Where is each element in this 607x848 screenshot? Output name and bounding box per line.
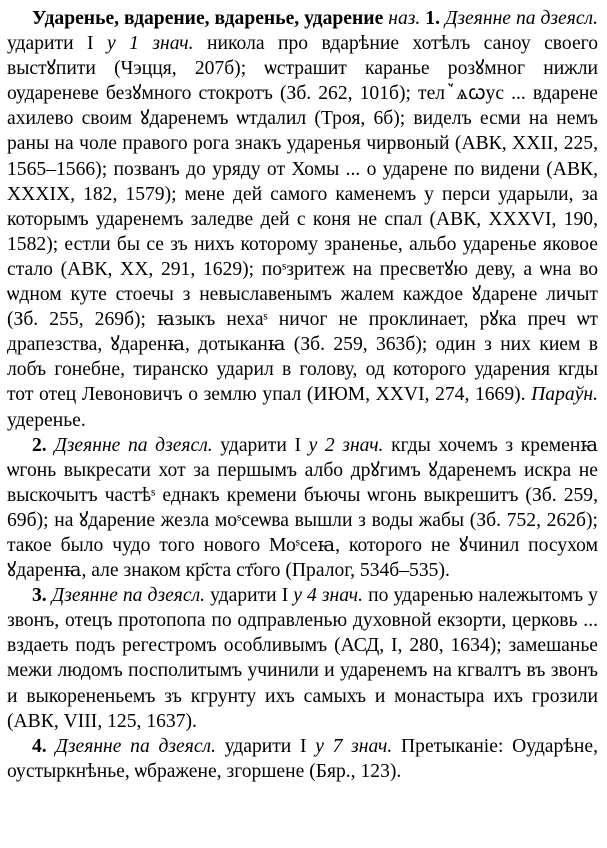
sense-definition-label: Дзеянне па дзеясл.: [51, 585, 206, 607]
sense-number: 3.: [32, 585, 47, 607]
sense-citations: никола про вдарѣние хотѣлъ саноу своего выстꙋпити (Чэцця, 207б); ѡстрашит каранье розꙋмног нижли оудареневе безꙋмного стокротъ (Зб. 262, 101б); телꙿѧꙍус ... вдарене ахилево своим ꙋдаренемъ ѡтдалил (Троя, 6б); виделъ есми на немъ раны на чоле правого рога знакъ ударенья чирвоный (АВК, XXII, 225, 1565–1566); позванъ до уряду от Хомы ... о ударене по видени (АВК, XXXIX, 182, 1579); мене дей самого каменемъ у перси ударыли, за которымъ ударенемъ заледве дей с коня не спал (АВК, XXXVI, 190, 1582); естли бы се зъ нихъ которому зраненье, альбо ударенье яковое стало (АВК, XX, 291, 1629); поˢзритеж на пресветꙋю деву, а ѡна во ѡдном куте стоечы з невыславенымъ жалем каждое ꙋдарене личыт (Зб. 255, 269б); ꙗзыкъ нехаˢ ничог не проклинает, рꙋка преч ѡт драпезства, ꙋдаренꙗ, дотыканꙗ (Зб. 259, 363б); один з них кием в лобъ гонебне, тиранско ударил в голову, од которого ударения кгды тот отец Левоновичъ о землю упал (ИЮМ, XXVI, 274, 1669).: [7, 33, 598, 406]
sense-ref-meaning: у 7 знач.: [315, 735, 393, 757]
sense-verb-ref: ударити І: [7, 33, 107, 55]
sense-verb-ref: ударити І: [224, 735, 316, 757]
sense-number: 1.: [425, 8, 440, 29]
part-of-speech: наз.: [388, 8, 421, 29]
paronym-label: Параўн.: [531, 384, 598, 406]
sense-number: 4.: [32, 735, 47, 757]
sense-definition-label: Дзеянне па дзеясл.: [54, 434, 213, 456]
entry-sense-4: [7, 734, 598, 784]
sense-ref-meaning: у 4 знач.: [293, 585, 364, 607]
entry-sense-3: [7, 583, 598, 734]
sense-ref-meaning: у 2 знач.: [308, 434, 384, 456]
sense-definition-label: Дзеянне па дзеясл.: [55, 735, 216, 757]
sense-citations: Претыканіе: Оударѣне, оустыркнѣнье, ѡбражене, згоршене (Бяр., 123).: [7, 735, 598, 782]
sense-verb-ref: ударити І: [220, 434, 309, 456]
sense-ref-meaning: у 1 знач.: [107, 33, 194, 55]
entry-sense-2: [7, 433, 598, 584]
paronym-word: удеренье.: [7, 409, 86, 431]
sense-definition-label: Дзеянне па дзеясл.: [444, 8, 598, 29]
headword: Ударенье, вдарение, вдаренье, ударение: [32, 8, 384, 29]
entry-sense-1: [7, 6, 598, 433]
sense-citations: по ударенью належытомъ у звонъ, отецъ протопопа по одправленью духовной екзорти, церковь ... вздаеть подъ регестромъ особливымъ (АСД, І, 280, 1634); замешанье межи людомъ посполитымъ учинили и ударенемъ на кгвалтъ въ звонъ и выкорененьемъ зъ кгрунту ихъ самыхъ и монастыра ихъ грозили (АВК, VIII, 125, 1637).: [7, 585, 598, 732]
sense-verb-ref: ударити І: [210, 585, 294, 607]
sense-number: 2.: [32, 434, 47, 456]
sense-citations: кгды хочемъ з кременꙗ ѡгонь выкресати хот за першымъ албо дрꙋгимъ ꙋдаренемъ искра не выскочытъ частѣˢ еднакъ кремени бъючы ѡгонь выкрешитъ (Зб. 259, 69б); на ꙋдарение жезла моˢсеѡва вышли з воды жабы (Зб. 752, 262б); такое было чудо того нового Моˢсеꙗ, которого не ꙋчинил посухом ꙋдаренꙗ, але знаком кр҃ста ст҃ого (Пралог, 534б–535).: [7, 434, 598, 582]
